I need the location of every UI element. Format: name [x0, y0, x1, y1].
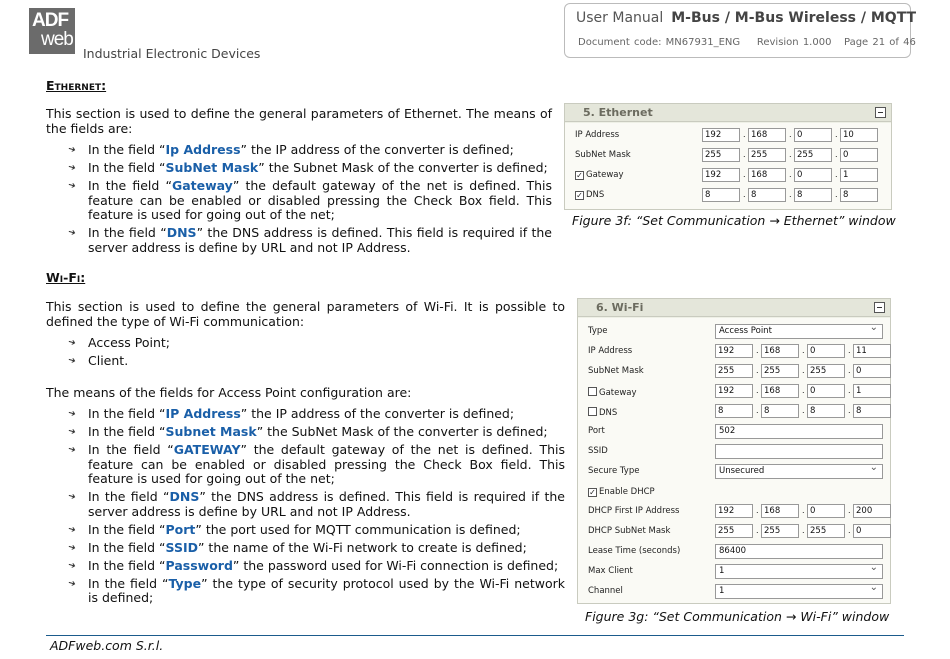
wifi-ssid-input[interactable]	[715, 444, 883, 459]
wifi-heading: Wi-Fi:	[46, 270, 86, 285]
ethernet-heading: Ethernet:	[46, 78, 107, 93]
wifi-field-list	[68, 407, 565, 609]
collapse-icon[interactable]	[875, 107, 886, 118]
wifi-gateway-checkbox[interactable]: Gateway	[588, 387, 637, 398]
wifi-max-client-label: Max Client	[588, 566, 633, 576]
wifi-dhcp-mask-label: DHCP SubNet Mask	[588, 526, 671, 536]
field-keyword: Password	[165, 557, 233, 573]
ip-octet-field[interactable]: 192	[715, 344, 753, 358]
list-item: ➔ In the field “Ip Address” the IP address of the converter is defined;	[68, 143, 552, 158]
ip-octet-field[interactable]: 8	[715, 404, 753, 418]
ip-octet-field[interactable]: 8	[840, 188, 878, 202]
ip-octet-field[interactable]: 11	[853, 344, 891, 358]
ip-octet-field[interactable]: 192	[702, 168, 740, 182]
ip-octet-field[interactable]: 255	[807, 524, 845, 538]
ethernet-intro: This section is used to define the general parameters of Ethernet. The means of the fields are:	[46, 106, 552, 136]
field-keyword: Type	[168, 575, 202, 591]
ethernet-field-list	[68, 143, 552, 259]
wifi-ip-label: IP Address	[588, 346, 633, 356]
eth-dns-input[interactable]: 8 . 8 . 8 . 8	[702, 188, 878, 202]
ip-octet-field[interactable]: 1	[840, 168, 878, 182]
document-header-box	[564, 3, 917, 58]
ip-octet-field[interactable]: 8	[761, 404, 799, 418]
ip-octet-field[interactable]: 168	[761, 504, 799, 518]
list-item: ➔ In the field “SSID” the name of the Wi-Fi network to create is defined;	[68, 541, 565, 556]
ip-octet-field[interactable]: 10	[840, 128, 878, 142]
wifi-type-select[interactable]: Access Point ⌄	[715, 324, 883, 339]
wifi-ssid-label: SSID	[588, 446, 608, 456]
wifi-gateway-input[interactable]: 192 . 168 . 0 . 1	[715, 384, 891, 398]
field-keyword: SubNet Mask	[165, 160, 259, 175]
field-keyword: Port	[165, 521, 196, 537]
list-item: ➔ In the field “DNS” the DNS address is defined. This field is required if the server address is define by URL and not IP Address.	[68, 226, 552, 255]
wifi-type-label: Type	[588, 326, 608, 336]
wifi-dns-input[interactable]: 8 . 8 . 8 . 8	[715, 404, 891, 418]
list-item: ➔ Access Point;	[68, 336, 368, 351]
wifi-lease-label: Lease Time (seconds)	[588, 546, 681, 556]
wifi-channel-select[interactable]: 1 ⌄	[715, 584, 883, 599]
checkbox-unchecked-icon[interactable]	[588, 407, 597, 416]
ip-octet-field[interactable]: 255	[761, 524, 799, 538]
checkbox-checked-icon[interactable]: ✓	[589, 488, 596, 497]
field-keyword: GATEWAY	[173, 442, 241, 457]
ethernet-panel-header: 5. Ethernet	[565, 104, 891, 122]
field-keyword: IP Address	[165, 406, 241, 421]
ip-octet-field[interactable]: 255	[715, 364, 753, 378]
ip-octet-field[interactable]: 255	[715, 524, 753, 538]
ip-octet-field[interactable]: 8	[794, 188, 832, 202]
eth-dns-checkbox[interactable]: ✓ DNS	[576, 190, 605, 200]
ip-octet-field[interactable]: 0	[853, 524, 891, 538]
collapse-icon[interactable]	[874, 302, 885, 313]
ip-octet-field[interactable]: 255	[702, 148, 740, 162]
wifi-panel-header: 6. Wi-Fi	[578, 299, 890, 317]
wifi-dns-checkbox[interactable]: DNS	[588, 407, 617, 418]
wifi-panel	[577, 298, 891, 604]
manual-title: User Manual M-Bus / M-Bus Wireless / MQTT	[576, 10, 917, 26]
list-item: ➔ Client.	[68, 354, 368, 369]
wifi-intro: This section is used to define the general parameters of Wi-Fi. It is possible to defined the type of Wi-Fi communication:	[46, 299, 565, 329]
eth-gateway-input[interactable]: 192 . 168 . 0 . 1	[702, 168, 878, 182]
wifi-port-input[interactable]: 502	[715, 424, 883, 439]
wifi-mask-label: SubNet Mask	[588, 366, 644, 376]
ethernet-figure-caption: Figure 3f: “Set Communication → Ethernet” window	[572, 213, 896, 228]
ip-octet-field[interactable]: 200	[853, 504, 891, 518]
wifi-secure-type-select[interactable]: Unsecured ⌄	[715, 464, 883, 479]
list-item: ➔ In the field “Type” the type of security protocol used by the Wi-Fi network is defined;	[68, 577, 565, 606]
list-item: ➔ In the field “Password” the password used for Wi-Fi connection is defined;	[68, 559, 565, 574]
list-item: ➔ In the field “DNS” the DNS address is defined. This field is required if the server address is define by URL and not IP Address.	[68, 490, 565, 519]
ip-octet-field[interactable]: 0	[840, 148, 878, 162]
field-keyword: DNS	[169, 489, 200, 504]
list-item: ➔ In the field “Gateway” the default gateway of the net is defined. This feature can be enabled or disabled pressing the Check Box field. This feature is used for going out of the net;	[68, 179, 552, 223]
ip-octet-field[interactable]: 8	[853, 404, 891, 418]
list-item: ➔ In the field “GATEWAY” the default gateway of the net is defined. This feature can be enabled or disabled pressing the Check Box field. This feature is used for going out of the net;	[68, 443, 565, 487]
ethernet-panel	[564, 103, 892, 210]
wifi-max-client-select[interactable]: 1 ⌄	[715, 564, 883, 579]
wifi-dhcp-mask-input[interactable]: 255 . 255 . 255 . 0	[715, 524, 891, 538]
wifi-port-label: Port	[588, 426, 605, 436]
ip-octet-field[interactable]: 255	[761, 364, 799, 378]
wifi-ip-input[interactable]: 192 . 168 . 0 . 11	[715, 344, 891, 358]
wifi-type-list	[68, 336, 368, 372]
ip-octet-field[interactable]: 255	[807, 364, 845, 378]
ip-octet-field[interactable]: 168	[761, 384, 799, 398]
wifi-channel-label: Channel	[588, 586, 623, 596]
wifi-dhcp-first-label: DHCP First IP Address	[588, 506, 680, 516]
ip-octet-field[interactable]: 192	[715, 384, 753, 398]
wifi-dhcp-checkbox[interactable]: ✓ Enable DHCP	[589, 487, 655, 497]
ip-octet-field[interactable]: 0	[807, 384, 845, 398]
list-item: ➔ In the field “Subnet Mask” the SubNet Mask of the converter is defined;	[68, 425, 565, 440]
field-keyword: DNS	[166, 225, 197, 240]
list-item: ➔ In the field “SubNet Mask” the Subnet Mask of the converter is defined;	[68, 161, 552, 176]
list-item: ➔ In the field “Port” the port used for MQTT communication is defined;	[68, 523, 565, 538]
eth-mask-label: SubNet Mask	[575, 150, 631, 160]
company-tagline: Industrial Electronic Devices	[83, 46, 261, 61]
footer-company: ADFweb.com S.r.l.	[50, 638, 164, 653]
eth-ip-input[interactable]: 192 . 168 . 0 . 10	[702, 128, 878, 142]
ip-octet-field[interactable]: 8	[702, 188, 740, 202]
wifi-secure-type-label: Secure Type	[588, 466, 640, 476]
wifi-mask-input[interactable]: 255 . 255 . 255 . 0	[715, 364, 891, 378]
ip-octet-field[interactable]: 168	[761, 344, 799, 358]
ip-octet-field[interactable]: 0	[853, 364, 891, 378]
ip-octet-field[interactable]: 192	[715, 504, 753, 518]
eth-gateway-checkbox[interactable]: ✓ Gateway	[576, 170, 624, 180]
document-info: Document code: MN67931_ENG Revision 1.000 Page 21 of 46	[578, 37, 916, 48]
ip-octet-field[interactable]: 1	[853, 384, 891, 398]
wifi-means: The means of the fields for Access Point configuration are:	[46, 385, 412, 400]
ip-octet-field[interactable]: 0	[807, 344, 845, 358]
ip-octet-field[interactable]: 0	[807, 504, 845, 518]
checkbox-checked-icon[interactable]: ✓	[576, 171, 583, 180]
ip-octet-field[interactable]: 192	[702, 128, 740, 142]
field-keyword: Subnet Mask	[165, 424, 257, 439]
adfweb-logo: ADF web	[29, 8, 75, 54]
eth-ip-label: IP Address	[575, 130, 620, 140]
ip-octet-field[interactable]: 255	[794, 148, 832, 162]
field-keyword: Gateway	[171, 178, 233, 193]
eth-mask-input[interactable]: 255 . 255 . 255 . 0	[702, 148, 878, 162]
ip-octet-field[interactable]: 8	[748, 188, 786, 202]
checkbox-checked-icon[interactable]: ✓	[576, 191, 583, 200]
ip-octet-field[interactable]: 168	[748, 128, 786, 142]
wifi-dhcp-first-input[interactable]: 192 . 168 . 0 . 200	[715, 504, 891, 518]
wifi-lease-input[interactable]: 86400	[715, 544, 883, 559]
ip-octet-field[interactable]: 0	[794, 128, 832, 142]
footer-divider	[46, 635, 904, 636]
ip-octet-field[interactable]: 0	[794, 168, 832, 182]
ip-octet-field[interactable]: 8	[807, 404, 845, 418]
field-keyword: Ip Address	[165, 142, 241, 157]
ip-octet-field[interactable]: 255	[748, 148, 786, 162]
wifi-figure-caption: Figure 3g: “Set Communication → Wi-Fi” window	[585, 609, 890, 624]
field-keyword: SSID	[165, 539, 198, 555]
ip-octet-field[interactable]: 168	[748, 168, 786, 182]
list-item: ➔ In the field “IP Address” the IP address of the converter is defined;	[68, 407, 565, 422]
checkbox-unchecked-icon[interactable]	[588, 387, 597, 396]
